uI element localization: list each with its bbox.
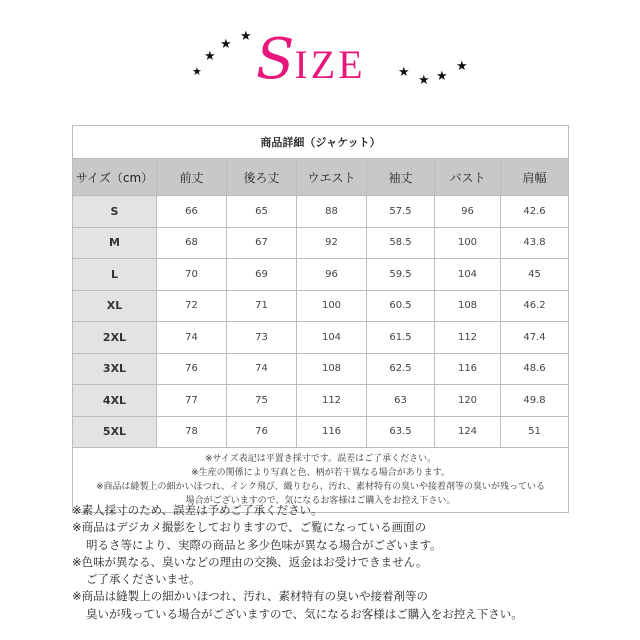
table-cell: 63.5 [367, 416, 435, 448]
table-cell: 116 [297, 416, 367, 448]
table-cell: 61.5 [367, 322, 435, 354]
table-row [73, 322, 569, 354]
star-icon: ★ [436, 69, 448, 84]
size-table-container [72, 125, 568, 513]
right-star-cluster [398, 56, 478, 86]
note-line: ※商品はデジカメ撮影をしておりますので、ご覧になっている画面の [72, 520, 427, 535]
table-row [73, 227, 569, 259]
table-cell: 78 [157, 416, 227, 448]
table-cell: 45 [501, 259, 569, 291]
table-row [73, 290, 569, 322]
table-cell: 67 [227, 227, 297, 259]
table-caption-row [73, 126, 569, 159]
table-cell: 74 [157, 322, 227, 354]
table-cell: 96 [297, 259, 367, 291]
table-row [73, 259, 569, 291]
title-first-letter: S [256, 27, 295, 92]
page-title [256, 27, 366, 92]
note-line: ご了承くださいませ。 [86, 572, 201, 587]
table-row [73, 353, 569, 385]
table-cell: 96 [435, 196, 501, 228]
table-cell: 60.5 [367, 290, 435, 322]
size-cell: 4XL [73, 385, 157, 417]
table-cell: 63 [367, 385, 435, 417]
table-note: ※サイズ表記は平置き採寸です。誤差はご了承ください。 [204, 454, 437, 464]
table-cell: 59.5 [367, 259, 435, 291]
table-cell: 76 [157, 353, 227, 385]
column-header-front-length: 前丈 [157, 159, 227, 196]
table-cell: 116 [435, 353, 501, 385]
table-cell: 71 [227, 290, 297, 322]
column-header-size: サイズ（cm） [73, 159, 157, 196]
table-cell: 47.4 [501, 322, 569, 354]
table-cell: 74 [227, 353, 297, 385]
size-cell: 5XL [73, 416, 157, 448]
table-cell: 58.5 [367, 227, 435, 259]
table-cell: 108 [435, 290, 501, 322]
table-cell: 104 [435, 259, 501, 291]
table-row [73, 416, 569, 448]
star-icon: ★ [240, 29, 252, 44]
table-cell: 62.5 [367, 353, 435, 385]
note-line: ※素人採寸のため、誤差は予めご了承ください。 [72, 503, 323, 517]
size-cell: 3XL [73, 353, 157, 385]
table-cell: 100 [297, 290, 367, 322]
star-icon: ★ [192, 65, 202, 78]
note-line: 明るさ等により、実際の商品と多少色味が異なる場合がございます。 [86, 537, 442, 552]
table-note: ※商品は縫製上の細かいほつれ、インク飛び、織りむら、汚れ、素材特有の臭いや接着剤等の臭いが残っている [95, 482, 546, 492]
title-rest: IZE [294, 42, 366, 87]
table-cell: 57.5 [367, 196, 435, 228]
column-header-sleeve: 袖丈 [367, 159, 435, 196]
table-cell: 46.2 [501, 290, 569, 322]
size-cell: 2XL [73, 322, 157, 354]
table-note: ※生産の関係により写真と色、柄が若干異なる場合があります。 [191, 468, 450, 478]
table-cell: 72 [157, 290, 227, 322]
table-cell: 69 [227, 259, 297, 291]
star-icon: ★ [418, 73, 430, 88]
table-note: 場合がございますので、気になるお客様はご購入をお控え下さい。 [185, 496, 456, 506]
size-header [0, 0, 640, 110]
table-cell: 49.8 [501, 385, 569, 417]
left-star-cluster [188, 30, 258, 80]
table-cell: 76 [227, 416, 297, 448]
column-header-back-length: 後ろ丈 [227, 159, 297, 196]
table-cell: 88 [297, 196, 367, 228]
table-cell: 68 [157, 227, 227, 259]
table-caption: 商品詳細（ジャケット） [73, 126, 569, 159]
table-cell: 70 [157, 259, 227, 291]
table-cell: 112 [297, 385, 367, 417]
column-header-waist: ウエスト [297, 159, 367, 196]
table-cell: 77 [157, 385, 227, 417]
size-cell: M [73, 227, 157, 259]
star-icon: ★ [456, 59, 468, 74]
table-cell: 108 [297, 353, 367, 385]
table-cell: 120 [435, 385, 501, 417]
star-icon: ★ [204, 49, 216, 64]
table-row [73, 196, 569, 228]
note-line: 臭いが残っている場合がございますので、気になるお客様はご購入をお控え下さい。 [86, 606, 523, 621]
table-cell: 48.6 [501, 353, 569, 385]
table-cell: 73 [227, 322, 297, 354]
table-cell: 75 [227, 385, 297, 417]
note-line: ※色味が異なる、臭いなどの理由の交換、返金はお受けできません。 [72, 554, 428, 569]
star-icon: ★ [220, 37, 232, 52]
table-header-row [73, 159, 569, 196]
size-cell: S [73, 196, 157, 228]
table-cell: 92 [297, 227, 367, 259]
column-header-bust: バスト [435, 159, 501, 196]
table-cell: 100 [435, 227, 501, 259]
table-cell: 66 [157, 196, 227, 228]
table-cell: 112 [435, 322, 501, 354]
note-line: ※商品は縫製上の細かいほつれ、汚れ、素材特有の臭いや接着剤等の [72, 589, 429, 604]
bottom-notes [72, 502, 572, 623]
size-cell: L [73, 259, 157, 291]
table-cell: 65 [227, 196, 297, 228]
size-cell: XL [73, 290, 157, 322]
table-row [73, 385, 569, 417]
table-cell: 42.6 [501, 196, 569, 228]
table-cell: 104 [297, 322, 367, 354]
table-cell: 51 [501, 416, 569, 448]
table-cell: 43.8 [501, 227, 569, 259]
star-icon: ★ [398, 65, 410, 80]
column-header-shoulder: 肩幅 [501, 159, 569, 196]
size-table [72, 125, 569, 513]
table-cell: 124 [435, 416, 501, 448]
